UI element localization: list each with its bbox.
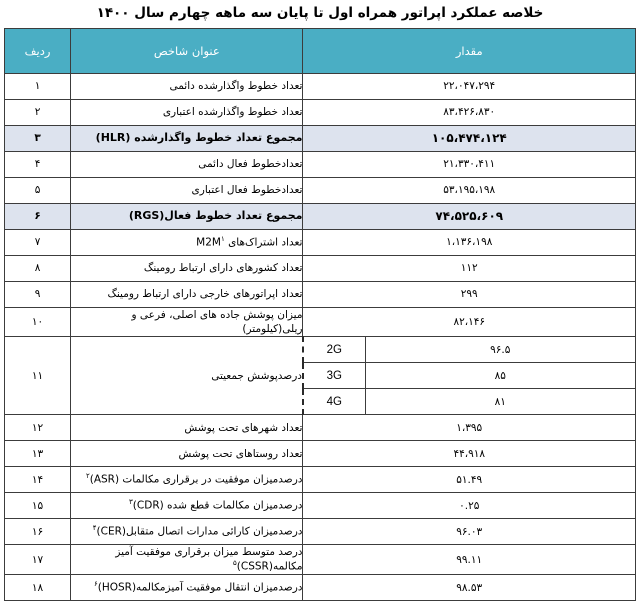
footnote-marker: ۵ xyxy=(233,559,237,568)
cell-indicator-title xyxy=(71,307,303,336)
page-title: خلاصه عملکرد اپراتور همراه اول تا پایان سه ماهه چهارم سال ۱۴۰۰ xyxy=(96,5,544,21)
cell-indicator-title xyxy=(71,255,303,281)
cell-indicator-title xyxy=(71,493,303,519)
cell-generation-label-4g: 4G xyxy=(303,389,365,415)
cell-row-number: ۲ xyxy=(5,99,71,125)
cell-indicator-title xyxy=(71,441,303,467)
footnote-marker: ۴ xyxy=(92,524,97,533)
table-header xyxy=(5,28,636,73)
table-row xyxy=(5,203,636,229)
indicator-label: درصد متوسط میزان برقراری موفقیت آمیز مکالمه(CSSR) xyxy=(115,546,303,573)
indicator-label: درصدمیزان مکالمات قطع شده (CDR) xyxy=(132,499,303,512)
cell-row-number: ۴ xyxy=(5,151,71,177)
summary-table xyxy=(4,28,636,601)
cell-value: ۲۹۹ xyxy=(303,281,636,307)
table-row xyxy=(5,519,636,545)
table-row-coverage-2g xyxy=(5,337,636,363)
cell-row-number: ۱۷ xyxy=(5,545,71,575)
cell-coverage-value-2g: ۹۶.۵ xyxy=(365,337,635,363)
footnote-marker: ۳ xyxy=(129,498,133,507)
cell-row-number: ۱۸ xyxy=(5,575,71,601)
indicator-label: تعداد خطوط واگذارشده دائمی xyxy=(169,80,303,93)
cell-row-number: ۷ xyxy=(5,229,71,255)
table-row xyxy=(5,575,636,601)
indicator-label: میزان پوشش جاده های اصلی، فرعی و ریلی(کیلومتر) xyxy=(131,308,303,336)
indicator-label: تعداد خطوط واگذارشده اعتباری xyxy=(162,106,303,119)
table-body xyxy=(5,73,636,600)
indicator-label: مجموع تعداد خطوط واگذارشده (HLR) xyxy=(95,130,303,144)
cell-value: ۴۴،۹۱۸ xyxy=(303,441,636,467)
table-row xyxy=(5,307,636,336)
indicator-label: تعدادخطوط فعال اعتباری xyxy=(191,184,303,197)
cell-generation-label-3g: 3G xyxy=(303,363,365,389)
cell-indicator-title xyxy=(71,545,303,575)
cell-value: ۵۱.۴۹ xyxy=(303,467,636,493)
cell-value: ۹۶.۰۳ xyxy=(303,519,636,545)
cell-indicator-title xyxy=(71,125,303,151)
cell-value: ۹۸.۵۳ xyxy=(303,575,636,601)
cell-indicator-title xyxy=(71,73,303,99)
cell-row-number: ۳ xyxy=(5,125,71,151)
footnote-marker: ۶ xyxy=(93,580,98,589)
indicator-label: تعدادخطوط فعال دائمی xyxy=(198,158,303,171)
cell-indicator-title xyxy=(71,467,303,493)
table-row xyxy=(5,177,636,203)
cell-indicator-title xyxy=(71,177,303,203)
cell-indicator-title xyxy=(71,151,303,177)
indicator-label: درصدمیزان انتقال موفقیت آمیزمکالمه(HOSR) xyxy=(97,581,303,594)
table-row xyxy=(5,441,636,467)
cell-value: ۱۱۲ xyxy=(303,255,636,281)
cell-value: ۹۹.۱۱ xyxy=(303,545,636,575)
table-row xyxy=(5,545,636,575)
indicator-label: مجموع تعداد خطوط فعال(RGS) xyxy=(128,208,303,222)
cell-value: ۰.۲۵ xyxy=(303,493,636,519)
cell-indicator-title xyxy=(71,229,303,255)
cell-indicator-title-coverage xyxy=(71,337,303,415)
cell-value: ۲۲،۰۴۷،۲۹۴ xyxy=(303,73,636,99)
cell-row-number: ۹ xyxy=(5,281,71,307)
cell-value: ۱،۳۹۵ xyxy=(303,415,636,441)
cell-row-number: ۱۴ xyxy=(5,467,71,493)
cell-indicator-title xyxy=(71,99,303,125)
cell-row-number: ۱ xyxy=(5,73,71,99)
cell-value: ۲۱،۳۳۰،۴۱۱ xyxy=(303,151,636,177)
column-header-value: مقدار xyxy=(303,28,636,73)
cell-row-number: ۵ xyxy=(5,177,71,203)
indicator-label: تعداد اشتراک‌های M2M xyxy=(196,236,303,249)
table-row xyxy=(5,493,636,519)
indicator-label: درصدپوشش جمعیتی xyxy=(211,369,302,382)
cell-value: ۸۲،۱۴۶ xyxy=(303,307,636,336)
cell-generation-label-2g: 2G xyxy=(303,337,365,363)
cell-row-number: ۱۶ xyxy=(5,519,71,545)
indicator-label: درصدمیزان موفقیت در برقراری مکالمات (ASR) xyxy=(89,473,303,486)
cell-row-number: ۸ xyxy=(5,255,71,281)
table-row xyxy=(5,151,636,177)
cell-indicator-title xyxy=(71,415,303,441)
cell-indicator-title xyxy=(71,575,303,601)
footnote-marker: ۲ xyxy=(85,472,90,481)
column-header-indicator: عنوان شاخص xyxy=(71,28,303,73)
cell-value: ۷۴،۵۲۵،۶۰۹ xyxy=(303,203,636,229)
table-row xyxy=(5,229,636,255)
cell-value: ۱۰۵،۴۷۴،۱۲۴ xyxy=(303,125,636,151)
footnote-marker: ۱ xyxy=(220,235,225,244)
header-row xyxy=(5,28,636,73)
indicator-label: تعداد کشورهای دارای ارتباط رومینگ xyxy=(143,262,303,275)
indicator-label: تعداد روستاهای تحت پوشش xyxy=(178,447,303,460)
column-header-row-number: ردیف xyxy=(5,28,71,73)
cell-indicator-title xyxy=(71,281,303,307)
cell-indicator-title xyxy=(71,519,303,545)
cell-row-number: ۱۵ xyxy=(5,493,71,519)
cell-value: ۱،۱۳۶،۱۹۸ xyxy=(303,229,636,255)
table-row xyxy=(5,73,636,99)
cell-coverage-value-3g: ۸۵ xyxy=(365,363,635,389)
cell-row-number: ۱۲ xyxy=(5,415,71,441)
indicator-label: درصدمیزان کارائی مدارات اتصال متقابل(CER) xyxy=(96,525,303,538)
table-row xyxy=(5,467,636,493)
cell-value: ۵۳،۱۹۵،۱۹۸ xyxy=(303,177,636,203)
table-row xyxy=(5,255,636,281)
cell-row-number: ۶ xyxy=(5,203,71,229)
cell-row-number: ۱۰ xyxy=(5,307,71,336)
cell-indicator-title xyxy=(71,203,303,229)
indicator-label: تعداد اپراتورهای خارجی دارای ارتباط رومینگ xyxy=(107,288,303,301)
cell-row-number: ۱۳ xyxy=(5,441,71,467)
cell-value: ۸۳،۴۲۶،۸۳۰ xyxy=(303,99,636,125)
table-row xyxy=(5,125,636,151)
table-row xyxy=(5,281,636,307)
table-row xyxy=(5,99,636,125)
cell-row-number: ۱۱ xyxy=(5,337,71,415)
table-row xyxy=(5,415,636,441)
cell-coverage-value-4g: ۸۱ xyxy=(365,389,635,415)
indicator-label: تعداد شهرهای تحت پوشش xyxy=(184,421,303,434)
